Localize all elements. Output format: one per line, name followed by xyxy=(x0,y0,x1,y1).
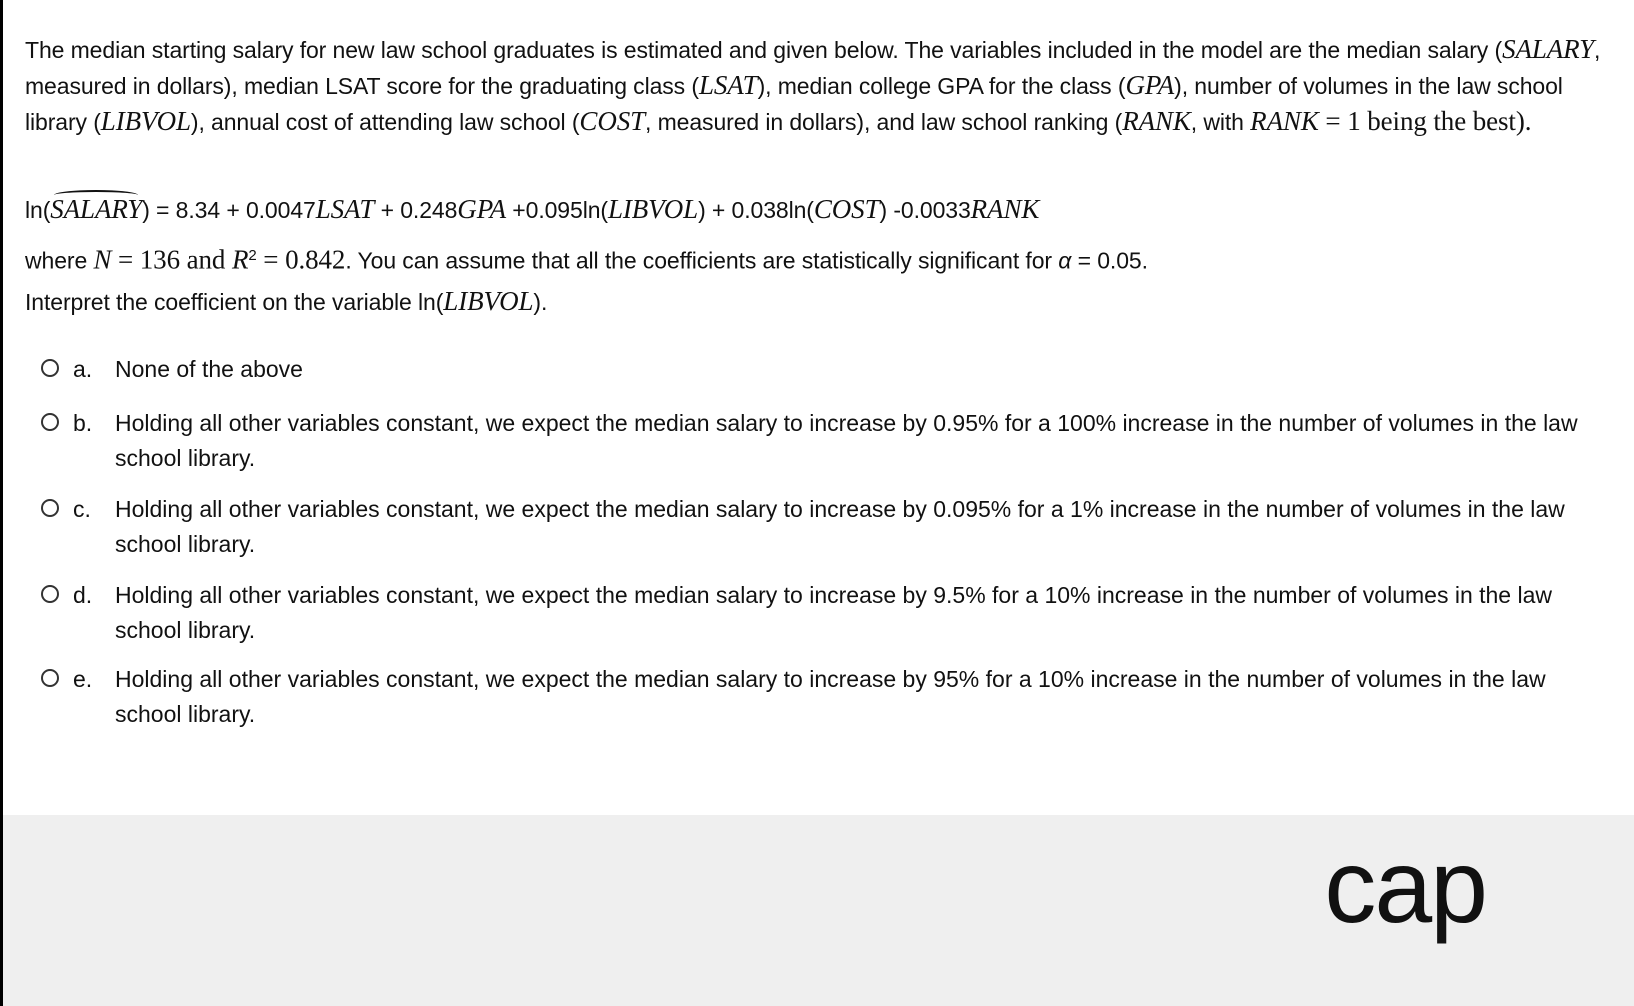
where-text: where xyxy=(25,247,94,274)
question-prompt xyxy=(25,284,1615,320)
radio-button-b[interactable] xyxy=(41,413,59,431)
option-c[interactable] xyxy=(41,492,1601,562)
cap-logo: cap xyxy=(1324,829,1486,945)
eq-intercept: = 8.34 + 0.0047 xyxy=(149,197,316,223)
eq-coef-cost: ) + 0.038ln( xyxy=(698,197,814,223)
var-salary: SALARY xyxy=(1502,34,1594,64)
option-e[interactable] xyxy=(41,662,1601,732)
option-letter: c. xyxy=(73,496,91,522)
model-stats xyxy=(25,238,1615,279)
significance-text: . You can assume that all the coefficients are statistically significant for xyxy=(345,247,1059,274)
var-r: R xyxy=(231,244,249,275)
option-a[interactable] xyxy=(41,352,1601,387)
eq-gpa: GPA xyxy=(457,194,507,224)
eq-coef-rank: ) -0.0033 xyxy=(879,197,971,223)
var-n: N xyxy=(93,244,112,275)
radio-button-e[interactable] xyxy=(41,669,59,687)
intro-text-1: The median starting salary for new law school graduates is estimated and given below. The variables included in the model are the median salary ( xyxy=(25,37,1503,63)
question-area xyxy=(3,0,1634,815)
radio-button-a[interactable] xyxy=(41,359,59,377)
radio-button-d[interactable] xyxy=(41,585,59,603)
option-text: Holding all other variables constant, we expect the median salary to increase by 95% for a 10% increase in the number of volumes in the law school library. xyxy=(115,666,1546,727)
var-rank: RANK xyxy=(1122,106,1191,136)
alpha-value: = 0.05. xyxy=(1071,247,1148,274)
option-b[interactable] xyxy=(41,406,1601,476)
intro-text-4: ), number of volumes in the law school library ( xyxy=(25,73,1563,135)
eq-coef-libvol: +0.095ln( xyxy=(506,197,608,223)
eq-ln: ln( xyxy=(25,197,51,223)
eq-coef-gpa: + 0.248 xyxy=(374,197,458,223)
prompt-var-libvol: LIBVOL xyxy=(443,286,534,316)
option-text: Holding all other variables constant, we expect the median salary to increase by 9.5% for a 10% increase in the number of volumes in the law school library. xyxy=(115,582,1552,643)
option-text: Holding all other variables constant, we expect the median salary to increase by 0.095% for a 1% increase in the number of volumes in the law school library. xyxy=(115,496,1565,557)
intro-text-6: , measured in dollars), and law school ranking ( xyxy=(645,109,1123,135)
var-libvol: LIBVOL xyxy=(100,106,191,136)
option-letter: e. xyxy=(73,666,93,692)
intro-text-5: ), annual cost of attending law school ( xyxy=(190,109,580,135)
prompt-close: ). xyxy=(533,289,548,315)
option-d[interactable] xyxy=(41,578,1601,648)
eq-close: ) xyxy=(142,197,150,223)
option-letter: d. xyxy=(73,582,93,608)
r-exponent: 2 xyxy=(248,247,257,264)
eq-salary-hat: SALARY xyxy=(50,192,142,227)
var-gpa: GPA xyxy=(1125,70,1175,100)
var-lsat: LSAT xyxy=(698,70,758,100)
eq-cost: COST xyxy=(813,194,880,224)
regression-equation xyxy=(25,192,1615,228)
intro-text-7: , with xyxy=(1190,109,1251,135)
intro-text-8: = 1 being the best). xyxy=(1318,106,1532,136)
eq-libvol: LIBVOL xyxy=(607,194,699,224)
question-intro xyxy=(25,32,1615,140)
eq-rank: RANK xyxy=(970,194,1040,224)
eq-lsat: LSAT xyxy=(315,194,375,224)
question-frame xyxy=(3,0,1634,1006)
option-letter: a. xyxy=(73,356,93,382)
option-text: None of the above xyxy=(115,356,303,382)
intro-text-2: , measured in dollars), median LSAT score for the graduating class ( xyxy=(25,37,1601,99)
n-value: = 136 and xyxy=(111,244,232,275)
r2-value: = 0.842 xyxy=(256,244,346,275)
intro-text-3: ), median college GPA for the class ( xyxy=(757,73,1126,99)
option-letter: b. xyxy=(73,410,93,436)
option-text: Holding all other variables constant, we expect the median salary to increase by 0.95% for a 100% increase in the number of volumes in the law school library. xyxy=(115,410,1578,471)
var-rank-2: RANK xyxy=(1250,106,1319,136)
alpha-symbol: α xyxy=(1058,247,1072,274)
radio-button-c[interactable] xyxy=(41,499,59,517)
prompt-text: Interpret the coefficient on the variable ln( xyxy=(25,289,444,315)
var-cost: COST xyxy=(579,106,646,136)
